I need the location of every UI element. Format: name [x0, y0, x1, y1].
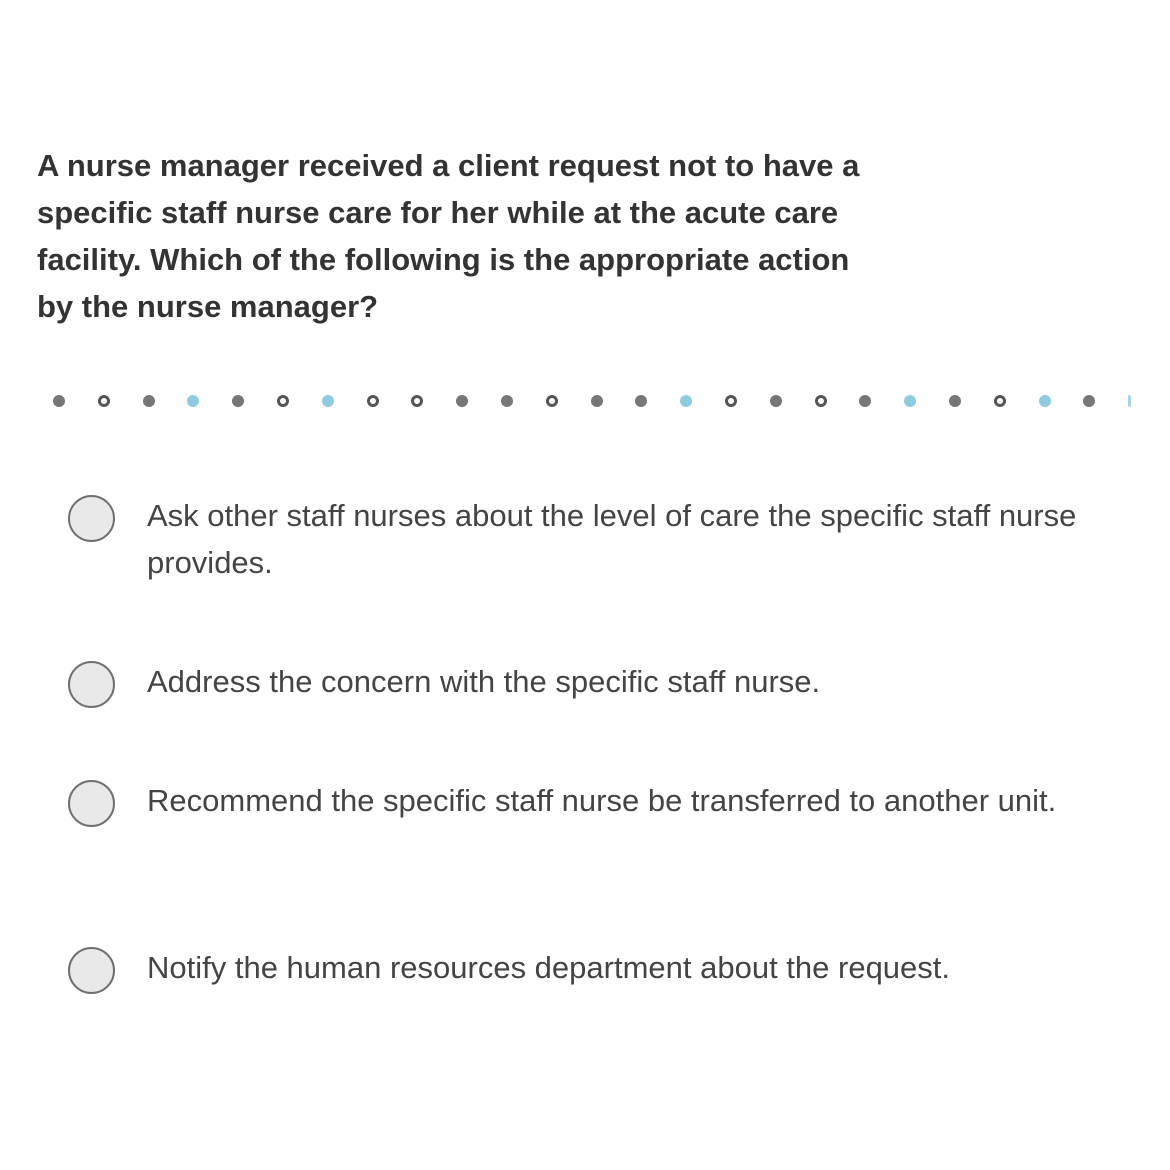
progress-dot-done — [143, 395, 155, 407]
progress-dot-done — [1083, 395, 1095, 407]
progress-dot-current — [680, 395, 692, 407]
progress-dot-done — [591, 395, 603, 407]
radio-button-icon[interactable] — [68, 495, 115, 542]
answer-option-label[interactable]: Ask other staff nurses about the level of care the specific staff nurse provides. — [147, 498, 1077, 580]
question-text: A nurse manager received a client request not to have a specific staff nurse care for her while at the acute care facility. Which of the following is the appropriate action by the nurse manager? — [37, 148, 860, 324]
progress-dot-done — [635, 395, 647, 407]
answer-option-label[interactable]: Notify the human resources department about the request. — [147, 950, 951, 985]
progress-dot-open — [994, 395, 1006, 407]
progress-dot-open — [725, 395, 737, 407]
progress-dot-done — [770, 395, 782, 407]
progress-dot-done — [456, 395, 468, 407]
answer-option-label[interactable]: Recommend the specific staff nurse be transferred to another unit. — [147, 783, 1057, 818]
radio-button-icon[interactable] — [68, 947, 115, 994]
progress-dot-done — [53, 395, 65, 407]
progress-dot-current — [904, 395, 916, 407]
progress-dot-open — [546, 395, 558, 407]
radio-button-icon[interactable] — [68, 661, 115, 708]
progress-dot-open — [98, 395, 110, 407]
progress-dot-open — [411, 395, 423, 407]
progress-dot-done — [232, 395, 244, 407]
progress-dot-open — [277, 395, 289, 407]
progress-dot-done — [859, 395, 871, 407]
answer-option-label[interactable]: Address the concern with the specific staff nurse. — [147, 664, 821, 699]
progress-dot-open — [815, 395, 827, 407]
progress-dot-current — [1039, 395, 1051, 407]
progress-dot-current — [322, 395, 334, 407]
radio-button-icon[interactable] — [68, 780, 115, 827]
progress-dot-open — [367, 395, 379, 407]
progress-dot-done — [949, 395, 961, 407]
question-progress-indicator — [0, 386, 1170, 416]
progress-dot-current — [187, 395, 199, 407]
progress-dot-done — [501, 395, 513, 407]
progress-dot-edge — [1128, 395, 1131, 407]
